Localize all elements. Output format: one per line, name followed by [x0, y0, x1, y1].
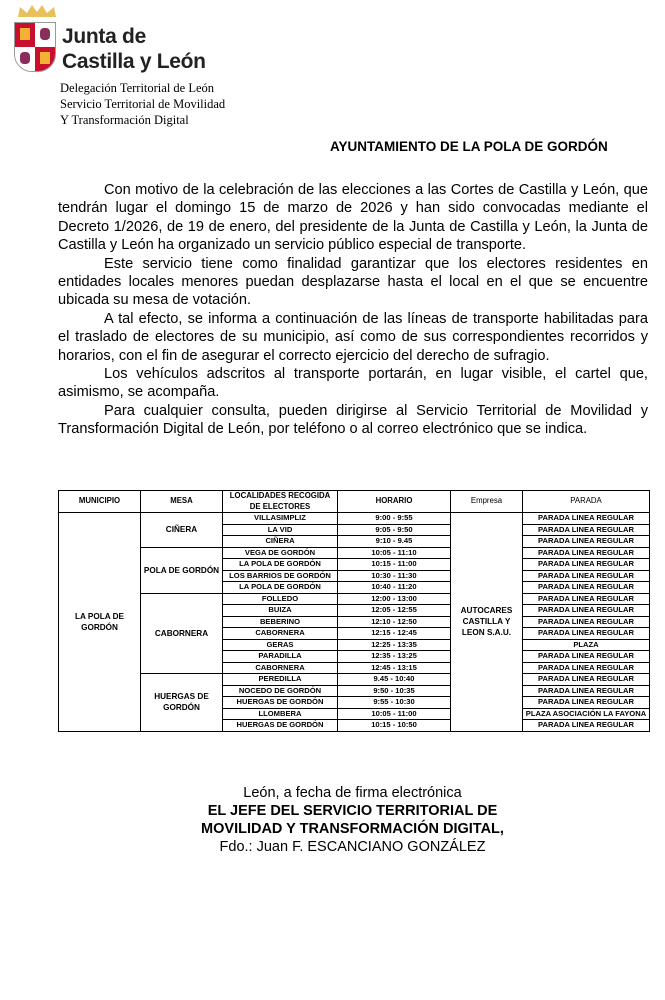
localidad-cell: BUIZA: [223, 605, 338, 617]
horario-cell: 9:55 - 10:30: [338, 697, 451, 709]
horario-cell: 9:00 - 9:55: [338, 513, 451, 525]
dept-line: Y Transformación Digital: [60, 113, 189, 127]
parada-cell: PLAZA: [523, 639, 650, 651]
horario-cell: 10:05 - 11:00: [338, 708, 451, 720]
localidad-cell: CIÑERA: [223, 536, 338, 548]
horario-cell: 10:15 - 10:50: [338, 720, 451, 732]
dept-line: Servicio Territorial de Movilidad: [60, 97, 226, 111]
body-text: [58, 181, 648, 490]
mesa-cell: CIÑERA: [141, 513, 223, 548]
mesa-cell: CABORNERA: [141, 593, 223, 674]
horario-cell: 9:05 - 9:50: [338, 524, 451, 536]
mesa-cell: POLA DE GORDÓN: [141, 547, 223, 593]
localidad-cell: VEGA DE GORDÓN: [223, 547, 338, 559]
horario-cell: 12:10 - 12:50: [338, 616, 451, 628]
parada-cell: PARADA LINEA REGULAR: [523, 547, 650, 559]
header-parada: PARADA: [523, 491, 650, 513]
horario-cell: 9:10 - 9.45: [338, 536, 451, 548]
parada-cell: PARADA LINEA REGULAR: [523, 685, 650, 697]
localidad-cell: HUERGAS DE GORDÓN: [223, 720, 338, 732]
parada-cell: PARADA LINEA REGULAR: [523, 536, 650, 548]
parada-cell: PARADA LINEA REGULAR: [523, 697, 650, 709]
parada-cell: PARADA LINEA REGULAR: [523, 513, 650, 525]
parada-cell: PARADA LINEA REGULAR: [523, 651, 650, 663]
horario-cell: 9:50 - 10:35: [338, 685, 451, 697]
mesa-cell: HUERGAS DE GORDÓN: [141, 674, 223, 732]
header-empresa: Empresa: [451, 491, 523, 513]
parada-cell: PARADA LINEA REGULAR: [523, 524, 650, 536]
header-localidades: LOCALIDADES RECOGIDA DE ELECTORES: [223, 491, 338, 513]
localidad-cell: LLOMBERA: [223, 708, 338, 720]
paragraph: Con motivo de la celebración de las elecciones a las Cortes de Castilla y León, que tendrán lugar el domingo 15 de marzo de 2026 y han sido convocadas mediante el Decreto 1/2026, de 19 de enero, del presidente de la Junta de Castilla y León, la Junta de Castilla y León ha organizado un servicio público especial de transporte.: [58, 182, 648, 254]
localidad-cell: FOLLEDO: [223, 593, 338, 605]
horario-cell: 10:05 - 11:10: [338, 547, 451, 559]
signer-title: EL JEFE DEL SERVICIO TERRITORIAL DE: [207, 802, 498, 819]
header-municipio: MUNICIPIO: [59, 491, 141, 513]
transport-schedule-table: [58, 490, 650, 732]
brand-name: [62, 24, 206, 74]
parada-cell: PARADA LINEA REGULAR: [523, 628, 650, 640]
paragraph: Los vehículos adscritos al transporte portarán, en lugar visible, el cartel que, asimismo, se acompaña.: [58, 366, 648, 401]
header-horario: HORARIO: [338, 491, 451, 513]
document-title: AYUNTAMIENTO DE LA POLA DE GORDÓN: [330, 139, 608, 154]
horario-cell: 12:00 - 13:00: [338, 593, 451, 605]
localidad-cell: LA POLA DE GORDÓN: [223, 582, 338, 594]
brand-line: Castilla y León: [62, 50, 206, 73]
localidad-cell: HUERGAS DE GORDÓN: [223, 697, 338, 709]
parada-cell: PARADA LINEA REGULAR: [523, 570, 650, 582]
horario-cell: 12:05 - 12:55: [338, 605, 451, 617]
signature-date: León, a fecha de firma electrónica: [243, 784, 462, 801]
table-body: [59, 513, 650, 732]
paragraph: Para cualquier consulta, pueden dirigirse al Servicio Territorial de Movilidad y Transformación Digital de León, por teléfono o al correo electrónico que se indica.: [58, 402, 648, 438]
localidad-cell: GERAS: [223, 639, 338, 651]
localidad-cell: CABORNERA: [223, 662, 338, 674]
horario-cell: 10:30 - 11:30: [338, 570, 451, 582]
parada-cell: PARADA LINEA REGULAR: [523, 605, 650, 617]
crown-icon: [16, 4, 58, 18]
table-row: [59, 674, 650, 686]
localidad-cell: NOCEDO DE GORDÓN: [223, 685, 338, 697]
localidad-cell: VILLASIMPLIZ: [223, 513, 338, 525]
horario-cell: 12:45 - 13:15: [338, 662, 451, 674]
municipio-cell: LA POLA DE GORDÓN: [59, 513, 141, 732]
table-row: [59, 513, 650, 525]
brand-line: Junta de: [62, 25, 146, 48]
parada-cell: PARADA LINEA REGULAR: [523, 720, 650, 732]
coat-of-arms-icon: [14, 22, 56, 72]
localidad-cell: PARADILLA: [223, 651, 338, 663]
localidad-cell: CABORNERA: [223, 628, 338, 640]
signer-title: MOVILIDAD Y TRANSFORMACIÓN DIGITAL,: [201, 820, 504, 837]
table-row: [59, 593, 650, 605]
signer-name: Fdo.: Juan F. ESCANCIANO GONZÁLEZ: [219, 838, 486, 855]
parada-cell: PARADA LINEA REGULAR: [523, 559, 650, 571]
horario-cell: 9.45 - 10:40: [338, 674, 451, 686]
signature-block: [0, 784, 665, 856]
table-header-row: [59, 491, 650, 513]
main-content: [58, 181, 649, 856]
parada-cell: PARADA LINEA REGULAR: [523, 662, 650, 674]
horario-cell: 12:35 - 13:25: [338, 651, 451, 663]
localidad-cell: LA POLA DE GORDÓN: [223, 559, 338, 571]
parada-cell: PLAZA ASOCIACIÓN LA FAYONA: [523, 708, 650, 720]
department-lines: [60, 80, 225, 128]
horario-cell: 10:15 - 11:00: [338, 559, 451, 571]
header-mesa: MESA: [141, 491, 223, 513]
empresa-cell: AUTOCARES CASTILLA Y LEON S.A.U.: [451, 513, 523, 732]
localidad-cell: BEBERINO: [223, 616, 338, 628]
dept-line: Delegación Territorial de León: [60, 81, 215, 95]
parada-cell: PARADA LINEA REGULAR: [523, 593, 650, 605]
localidad-cell: LOS BARRIOS DE GORDÓN: [223, 570, 338, 582]
horario-cell: 12:15 - 12:45: [338, 628, 451, 640]
parada-cell: PARADA LINEA REGULAR: [523, 616, 650, 628]
localidad-cell: LA VID: [223, 524, 338, 536]
localidad-cell: PEREDILLA: [223, 674, 338, 686]
parada-cell: PARADA LINEA REGULAR: [523, 674, 650, 686]
paragraph: Este servicio tiene como finalidad garantizar que los electores residentes en entidades locales menores puedan desplazarse hasta el local en el que se encuentre ubicada su mesa de votación.: [58, 255, 648, 309]
horario-cell: 10:40 - 11:20: [338, 582, 451, 594]
table-row: [59, 547, 650, 559]
paragraph: A tal efecto, se informa a continuación de las líneas de transporte habilitadas para el traslado de electores de su municipio, así como de sus correspondientes recorridos y horarios, con el fin de asegurar el correcto ejercicio del derecho de sufragio.: [58, 310, 648, 364]
parada-cell: PARADA LINEA REGULAR: [523, 582, 650, 594]
horario-cell: 12:25 - 13:35: [338, 639, 451, 651]
